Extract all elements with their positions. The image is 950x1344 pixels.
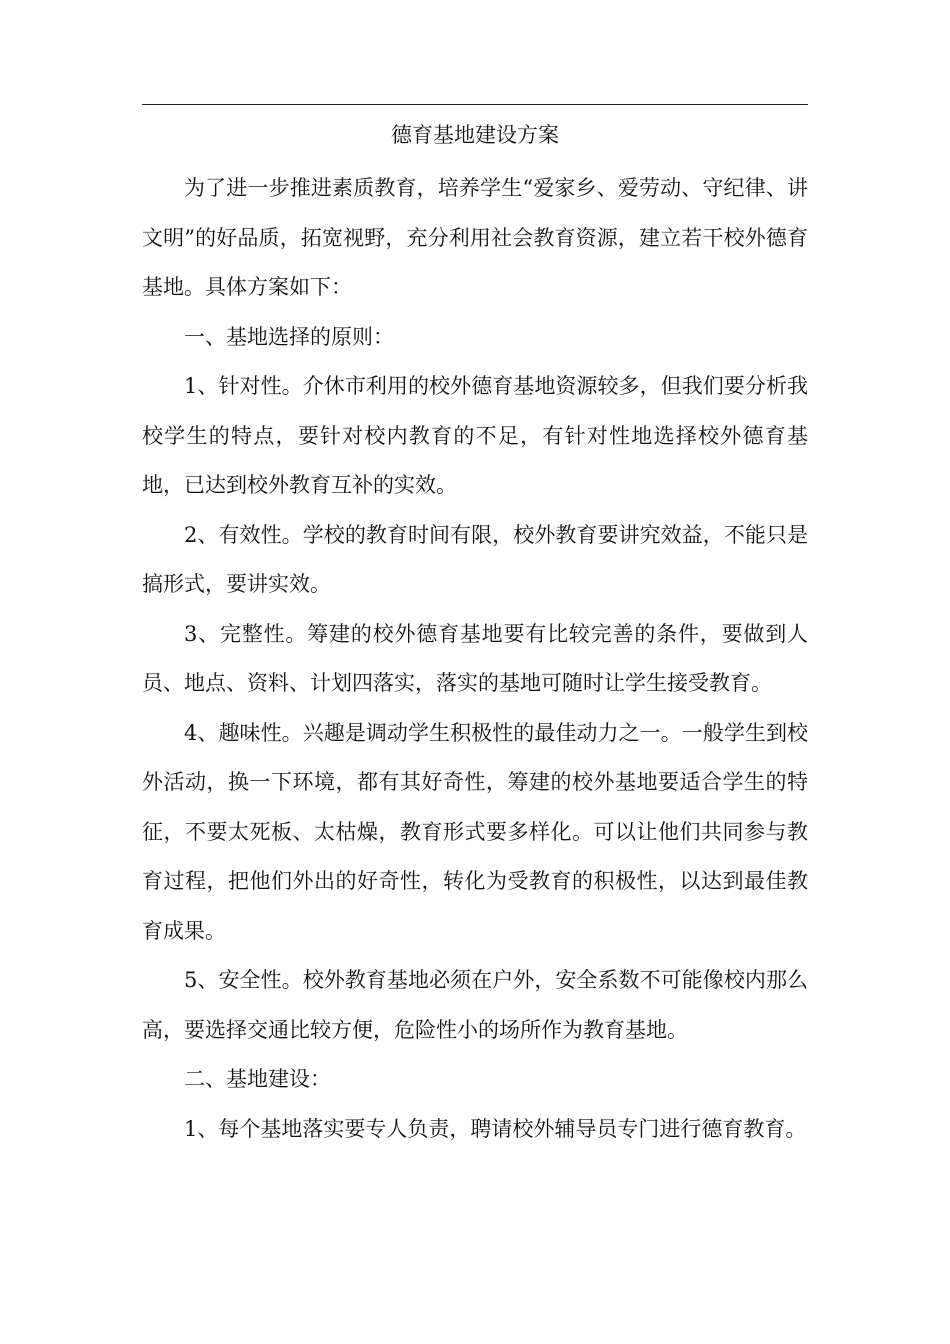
intro-paragraph: 为了进一步推进素质教育，培养学生“爱家乡、爱劳动、守纪律、讲文明”的好品质，拓宽视野，充分利用社会教育资源，建立若干校外德育基地。具体方案如下：: [142, 176, 808, 299]
document-title: 德育基地建设方案: [391, 123, 559, 147]
principle-complete: 3、完整性。筹建的校外德育基地要有比较完善的条件，要做到人员、地点、资料、计划四落实，落实的基地可随时让学生接受教育。: [142, 621, 808, 695]
construction-item-1: 1、每个基地落实要专人负责，聘请校外辅导员专门进行德育教育。: [184, 1116, 807, 1141]
section-heading-principles: 一、基地选择的原则：: [184, 324, 394, 349]
principle-safety: 5、安全性。校外教育基地必须在户外，安全系数不可能像校内那么高，要选择交通比较方便，危险性小的场所作为教育基地。: [142, 968, 808, 1042]
principle-effective: 2、有效性。学校的教育时间有限，校外教育要讲究效益，不能只是搞形式，要讲实效。: [142, 522, 808, 596]
principle-interest: 4、趣味性。兴趣是调动学生积极性的最佳动力之一。一般学生到校外活动，换一下环境，都有其好奇性，筹建的校外基地要适合学生的特征，不要太死板、太枯燥，教育形式要多样化。可以让他们共同参与教育过程，把他们外出的好奇性，转化为受教育的积极性，以达到最佳教育成果。: [142, 720, 808, 943]
document-body: [142, 164, 808, 1154]
principle-targeted: 1、针对性。介休市利用的校外德育基地资源较多，但我们要分析我校学生的特点，要针对校内教育的不足，有针对性地选择校外德育基地，已达到校外教育互补的实效。: [142, 374, 808, 497]
section-heading-construction: 二、基地建设：: [184, 1067, 331, 1091]
header-rule: [142, 104, 808, 105]
